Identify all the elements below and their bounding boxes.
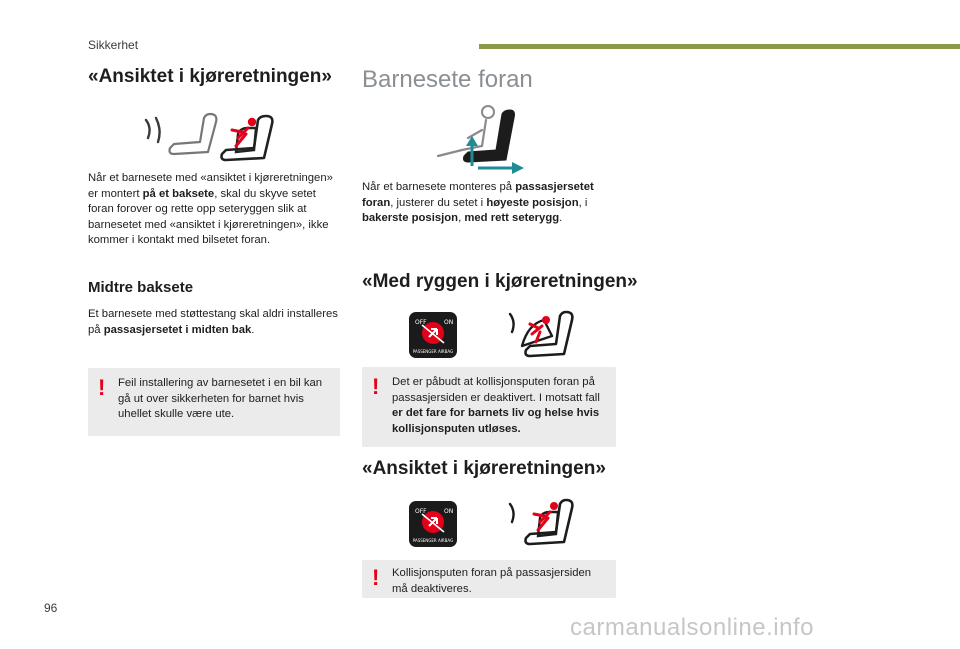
warning-box-rear-facing (362, 367, 616, 447)
airbag-off-label-icon (408, 311, 458, 359)
page-number: 96 (44, 601, 58, 615)
rear-facing-seat-illustration (500, 306, 580, 362)
seat-adjust-icon (428, 100, 528, 178)
watermark: carmanualsonline.info (570, 614, 814, 641)
airbag-label-rear (408, 311, 458, 359)
airbag-on-text: ON (444, 319, 454, 326)
airbag-caption: PASSENGER AIRBAG (412, 349, 454, 354)
airbag-off-text: OFF (415, 319, 427, 326)
warning-icon: ! (372, 374, 380, 399)
forward-facing-seat-front-illustration (500, 494, 580, 550)
heading-forward-facing-right: «Ansiktet i kjøreretningen» (362, 458, 606, 479)
airbag-off-label-icon (408, 500, 458, 548)
warning-box-installation (88, 368, 340, 436)
seat-adjustment-illustration (428, 100, 528, 178)
airbag-on-text: ON (444, 508, 454, 515)
seat-rear-facing-icon (500, 306, 580, 362)
seat-forward-front-icon (500, 494, 580, 550)
seat-forward-icon (138, 108, 278, 166)
heading-rear-facing: «Med ryggen i kjøreretningen» (362, 271, 638, 292)
airbag-off-text: OFF (415, 508, 427, 515)
warning-text-forward-facing: Kollisjonsputen foran på passasjersiden må deaktiveres. (392, 567, 592, 595)
heading-middle-rear-seat: Midtre baksete (88, 279, 194, 296)
warning-icon: ! (372, 565, 380, 590)
paragraph-middle-rear-seat: Et barnesete med støttestang skal aldri installeres på passasjersetet i midten bak. (88, 308, 338, 336)
header-bar (479, 44, 960, 49)
airbag-label-forward (408, 500, 458, 548)
warning-text-rear-facing: Det er påbudt at kollisjonsputen foran på passasjersiden er deaktivert. I motsatt fall er det fare for barnets liv og helse hvis kollisjonsputen utløses. (392, 376, 600, 435)
paragraph-forward-facing-left: Når et barnesete med «ansiktet i kjøreretningen» er montert på et baksete, skal du skyve setet foran forover og rette opp seteryggen slik at barnesetet med «ansiktet i kjøreretningen», ikke kommer i kontakt med bilsetet foran. (88, 172, 333, 246)
airbag-caption: PASSENGER AIRBAG (412, 538, 454, 543)
page-title-front-child-seat: Barnesete foran (362, 66, 533, 93)
warning-text-installation: Feil installering av barnesetet i en bil kan gå ut over sikkerheten for barnet hvis uhellet skulle være ute. (118, 377, 323, 420)
warning-icon: ! (98, 375, 106, 400)
warning-box-forward-facing (362, 560, 616, 598)
section-label: Sikkerhet (88, 38, 139, 52)
heading-forward-facing-left: «Ansiktet i kjøreretningen» (88, 66, 332, 87)
forward-facing-seat-illustration (138, 108, 278, 166)
paragraph-front-seat: Når et barnesete monteres på passasjersetet foran, justerer du setet i høyeste posisjon, i bakerste posisjon, med rett seterygg. (362, 181, 594, 224)
